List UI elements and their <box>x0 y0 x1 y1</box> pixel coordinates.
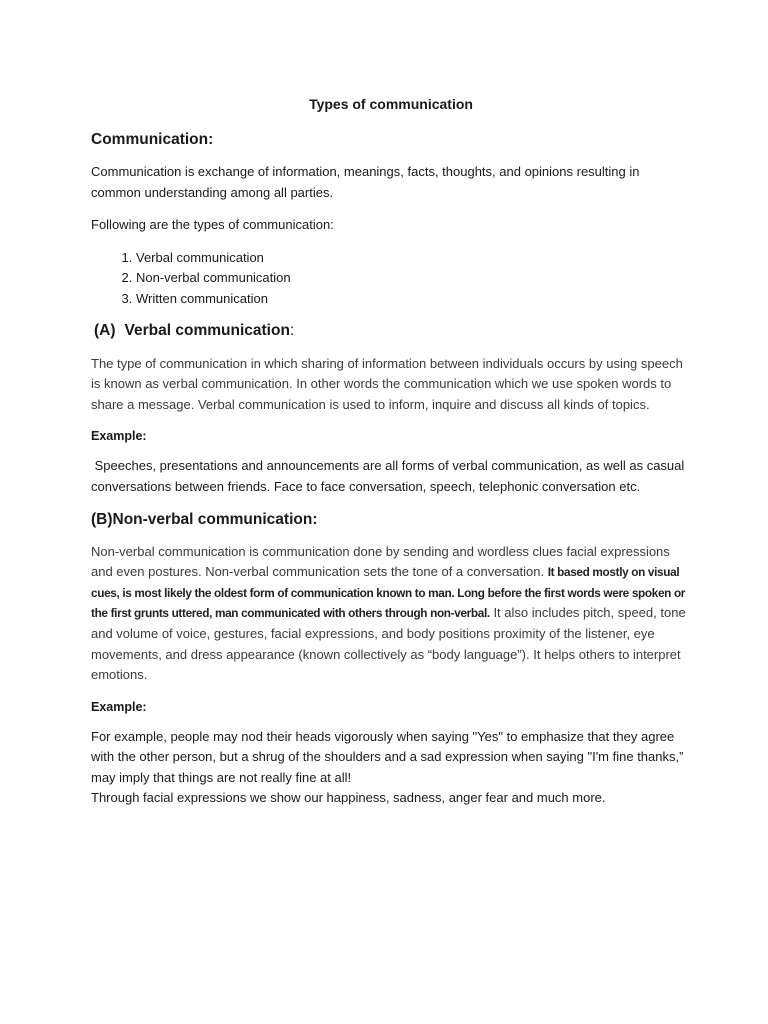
document-title: Types of communication <box>309 96 473 112</box>
list-item: 3. Written communication <box>136 289 691 310</box>
verbal-example-label: Example: <box>91 429 147 444</box>
list-item: 1. Verbal communication <box>136 248 691 269</box>
verbal-heading-letter: (A) <box>94 321 116 339</box>
nonverbal-example-line1: For example, people may nod their heads vigorously when saying "Yes" to emphasize that they agree with the other person, but a shrug of the shoulders and a sad expression when saying "I'm fine thanks,” may imply that things are not really fine at all! <box>91 728 684 785</box>
nonverbal-heading: (B)Non-verbal communication: <box>91 510 318 528</box>
nonverbal-body-bold: It based mostly on visual cues, is most likely the oldest form of communication known to man. Long before the first words were spoken or the first grunts uttered, man communicated with others through non-verbal. <box>91 565 686 621</box>
types-lead-text: Following are the types of communication: <box>91 217 334 233</box>
nonverbal-example-label: Example: <box>91 699 147 714</box>
nonverbal-body-part2: It also includes pitch, speed, tone and volume of voice, gestures, facial expressions, and body positions proximity of the listener, eye movements, and dress appearance (known collectively as “body language”). It helps others to interpret emotions. <box>91 605 686 683</box>
nonverbal-example-line2: Through facial expressions we show our happiness, sadness, anger fear and much more. <box>91 790 606 806</box>
verbal-heading <box>91 320 691 342</box>
verbal-heading-text: Verbal communication <box>124 321 290 339</box>
document-body <box>91 94 691 809</box>
list-item: 2. Non-verbal communication <box>136 268 691 289</box>
verbal-example-text: Speeches, presentations and announcements are all forms of verbal communication, as well as casual conversations between friends. Face to face conversation, speech, telephonic conversation etc. <box>91 458 688 494</box>
communication-heading: Communication: <box>91 131 214 148</box>
verbal-body: The type of communication in which sharing of information between individuals occurs by using speech is known as verbal communication. In other words the communication which we use spoken words to share a message. Verbal communication is used to inform, inquire and discuss all kinds of topics. <box>91 355 683 412</box>
communication-definition: Communication is exchange of information, meanings, facts, thoughts, and opinions resulting in common understanding among all parties. <box>91 164 640 200</box>
verbal-heading-colon: : <box>289 321 295 339</box>
nonverbal-body <box>91 542 691 686</box>
nonverbal-body-part1: Non-verbal communication is communication done by sending and wordless clues facial expressions and even postures. Non-verbal communication sets the tone of a conversation. <box>91 543 670 580</box>
nonverbal-example-text <box>91 727 691 809</box>
types-list <box>91 248 691 310</box>
